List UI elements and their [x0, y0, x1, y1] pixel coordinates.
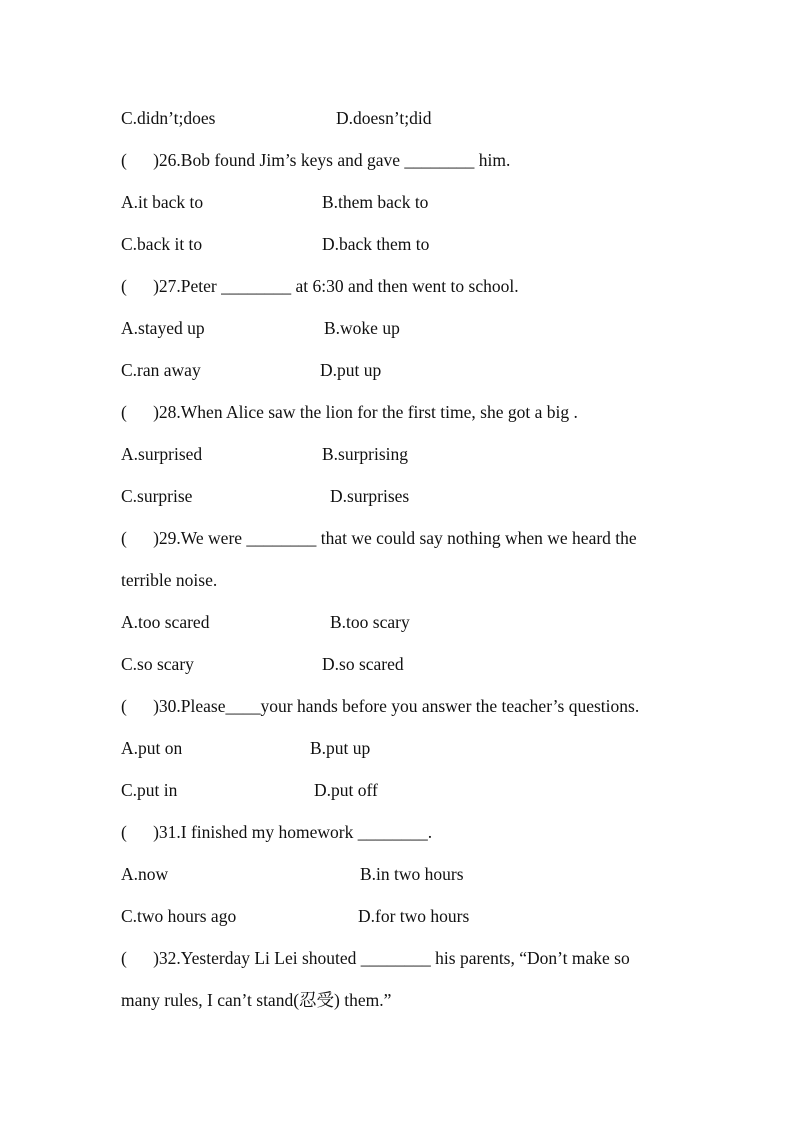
option-d: D.surprises — [330, 486, 410, 506]
option-c: C.two hours ago — [121, 906, 237, 926]
option-a: A.now — [121, 864, 169, 884]
option-a: A.it back to — [121, 192, 204, 212]
question-32-continuation: many rules, I can’t stand(忍受) them.” — [121, 990, 392, 1010]
option-b: B.put up — [310, 738, 371, 758]
option-d: D.so scared — [322, 654, 404, 674]
question-32: ( )32.Yesterday Li Lei shouted ________ his parents, “Don’t make so — [121, 948, 630, 968]
option-d: D.put up — [320, 360, 382, 380]
option-a: A.put on — [121, 738, 183, 758]
option-a: A.surprised — [121, 444, 203, 464]
option-a: A.too scared — [121, 612, 210, 632]
question-30: ( )30.Please____your hands before you answer the teacher’s questions. — [121, 696, 640, 716]
option-c: C.didn’t;does — [121, 108, 216, 128]
option-d: D.put off — [314, 780, 378, 800]
option-d: D.back them to — [322, 234, 430, 254]
question-26: ( )26.Bob found Jim’s keys and gave ________ him. — [121, 150, 511, 170]
option-a: A.stayed up — [121, 318, 205, 338]
option-c: C.surprise — [121, 486, 193, 506]
question-27: ( )27.Peter ________ at 6:30 and then went to school. — [121, 276, 519, 296]
option-b: B.woke up — [324, 318, 400, 338]
question-29-continuation: terrible noise. — [121, 570, 218, 590]
question-28: ( )28.When Alice saw the lion for the first time, she got a big . — [121, 402, 578, 422]
option-d: D.doesn’t;did — [336, 108, 432, 128]
option-b: B.them back to — [322, 192, 429, 212]
question-29: ( )29.We were ________ that we could say nothing when we heard the — [121, 528, 637, 548]
option-c: C.put in — [121, 780, 178, 800]
option-b: B.surprising — [322, 444, 409, 464]
option-b: B.too scary — [330, 612, 410, 632]
question-31: ( )31.I finished my homework ________. — [121, 822, 433, 842]
option-c: C.ran away — [121, 360, 201, 380]
option-c: C.so scary — [121, 654, 194, 674]
option-b: B.in two hours — [360, 864, 464, 884]
option-d: D.for two hours — [358, 906, 470, 926]
option-c: C.back it to — [121, 234, 203, 254]
